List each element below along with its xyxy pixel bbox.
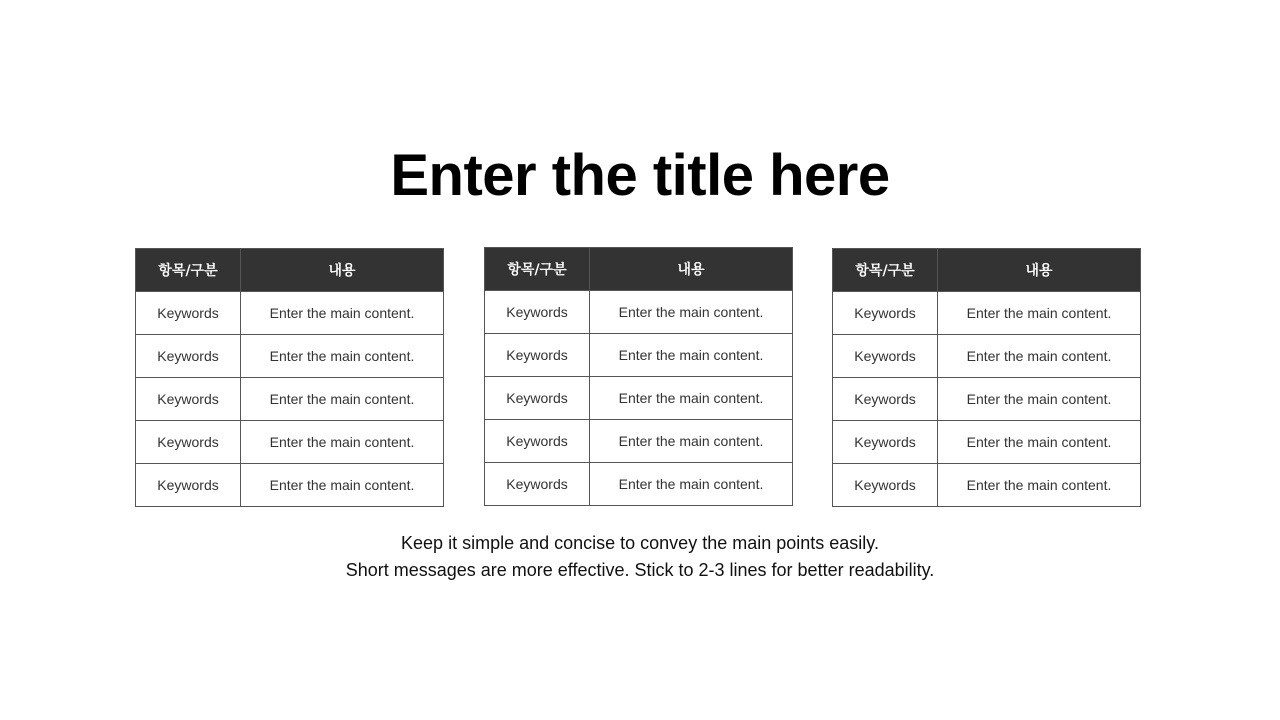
keyword-cell: Keywords bbox=[833, 335, 938, 378]
content-cell: Enter the main content. bbox=[241, 378, 444, 421]
table-row bbox=[136, 378, 444, 421]
table-row bbox=[833, 378, 1141, 421]
content-cell: Enter the main content. bbox=[938, 464, 1141, 507]
keyword-cell: Keywords bbox=[136, 464, 241, 507]
content-cell: Enter the main content. bbox=[241, 335, 444, 378]
content-cell: Enter the main content. bbox=[241, 421, 444, 464]
header-content: 내용 bbox=[241, 249, 444, 292]
content-cell: Enter the main content. bbox=[590, 291, 793, 334]
table-row bbox=[485, 334, 793, 377]
keyword-cell: Keywords bbox=[833, 292, 938, 335]
table-row bbox=[136, 464, 444, 507]
table-row bbox=[485, 291, 793, 334]
content-cell: Enter the main content. bbox=[590, 463, 793, 506]
content-cell: Enter the main content. bbox=[590, 420, 793, 463]
table-1 bbox=[135, 248, 444, 507]
keyword-cell: Keywords bbox=[485, 420, 590, 463]
table-row bbox=[136, 335, 444, 378]
table-header-row bbox=[136, 249, 444, 292]
content-cell: Enter the main content. bbox=[241, 464, 444, 507]
keyword-cell: Keywords bbox=[485, 463, 590, 506]
table-header-row bbox=[485, 248, 793, 291]
content-cell: Enter the main content. bbox=[938, 378, 1141, 421]
caption-line-2: Short messages are more effective. Stick to 2-3 lines for better readability. bbox=[345, 560, 935, 580]
keyword-cell: Keywords bbox=[136, 421, 241, 464]
keyword-cell: Keywords bbox=[485, 334, 590, 377]
table-row bbox=[485, 420, 793, 463]
table-header-row bbox=[833, 249, 1141, 292]
table-2 bbox=[484, 247, 793, 506]
table-row bbox=[136, 421, 444, 464]
keyword-cell: Keywords bbox=[833, 378, 938, 421]
keyword-cell: Keywords bbox=[136, 378, 241, 421]
content-cell: Enter the main content. bbox=[938, 421, 1141, 464]
table-row bbox=[833, 464, 1141, 507]
caption-line-1: Keep it simple and concise to convey the main points easily. bbox=[401, 533, 879, 553]
keyword-cell: Keywords bbox=[485, 377, 590, 420]
caption bbox=[0, 530, 1280, 584]
content-cell: Enter the main content. bbox=[590, 377, 793, 420]
table-3 bbox=[832, 248, 1141, 507]
keyword-cell: Keywords bbox=[833, 464, 938, 507]
keyword-cell: Keywords bbox=[136, 335, 241, 378]
table-row bbox=[485, 463, 793, 506]
header-category: 항목/구분 bbox=[136, 249, 241, 292]
content-cell: Enter the main content. bbox=[938, 335, 1141, 378]
table-row bbox=[833, 421, 1141, 464]
table-row bbox=[833, 292, 1141, 335]
table-row bbox=[485, 377, 793, 420]
content-cell: Enter the main content. bbox=[590, 334, 793, 377]
table-row bbox=[833, 335, 1141, 378]
table-row bbox=[136, 292, 444, 335]
page-title: Enter the title here bbox=[390, 143, 890, 208]
keyword-cell: Keywords bbox=[485, 291, 590, 334]
header-category: 항목/구분 bbox=[833, 249, 938, 292]
content-cell: Enter the main content. bbox=[938, 292, 1141, 335]
header-content: 내용 bbox=[938, 249, 1141, 292]
header-content: 내용 bbox=[590, 248, 793, 291]
keyword-cell: Keywords bbox=[136, 292, 241, 335]
keyword-cell: Keywords bbox=[833, 421, 938, 464]
header-category: 항목/구분 bbox=[485, 248, 590, 291]
content-cell: Enter the main content. bbox=[241, 292, 444, 335]
